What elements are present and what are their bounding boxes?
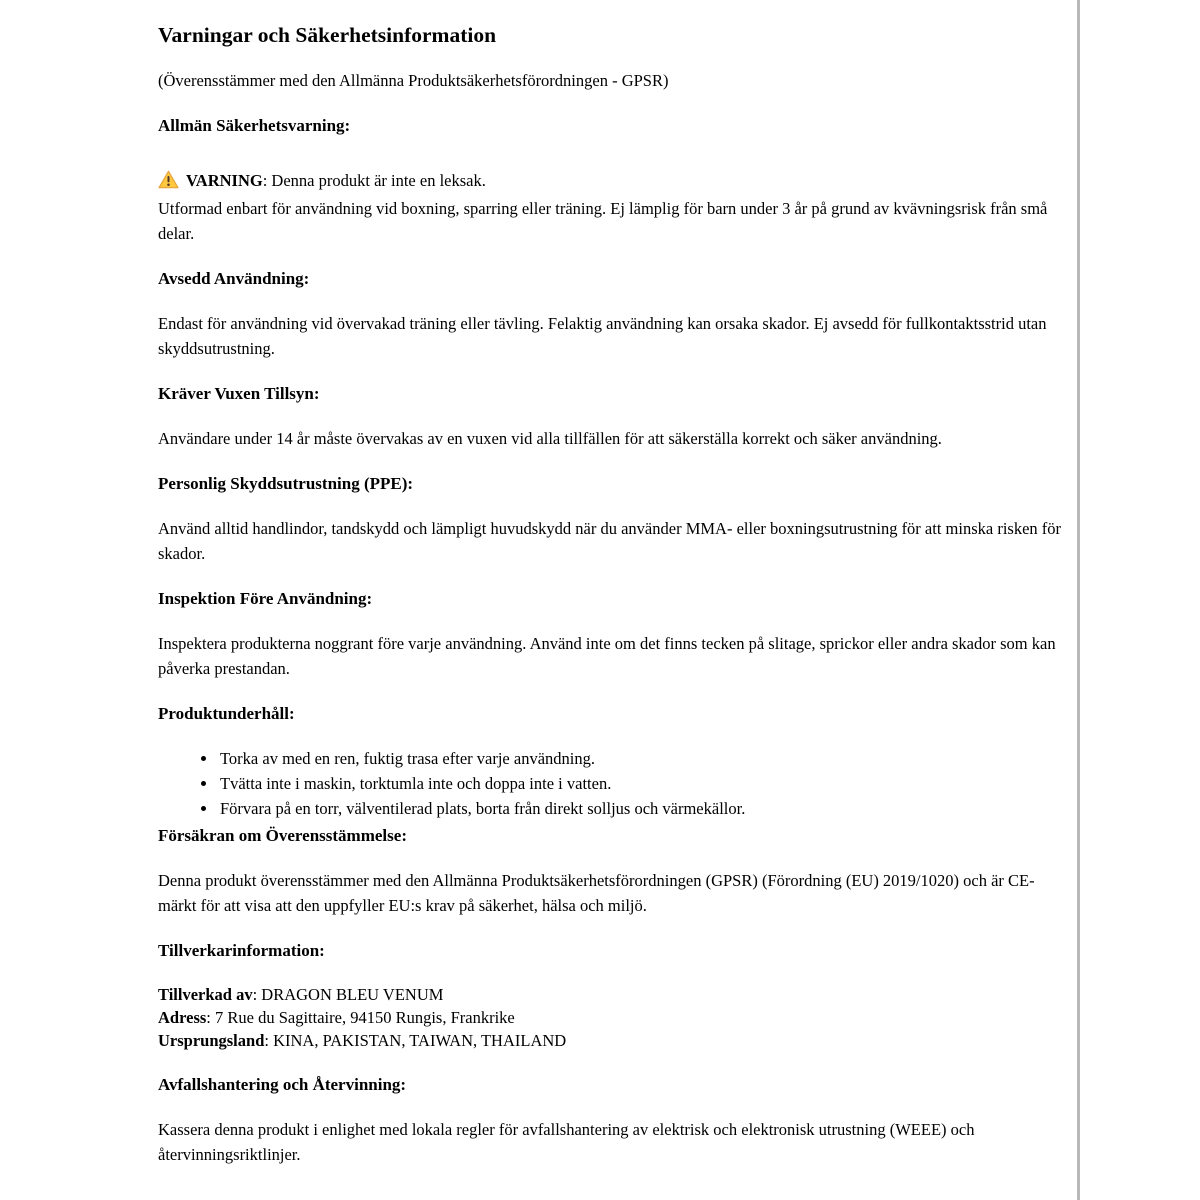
heading-manufacturer-info: Tillverkarinformation: <box>158 941 325 960</box>
heading-intended-use: Avsedd Användning: <box>158 269 310 288</box>
page-right-divider <box>1077 0 1080 1200</box>
warning-triangle-icon <box>158 170 179 196</box>
heading-inspection: Inspektion Före Användning: <box>158 589 373 608</box>
address-label: Adress <box>158 1008 207 1027</box>
list-item: • Förvara på en torr, välventilerad plats, borta från direkt solljus och värmekällor. <box>218 796 1063 821</box>
heading-conformity: Försäkran om Överensstämmelse: <box>158 826 407 845</box>
manufacturer-info-block <box>158 983 1063 1052</box>
warning-label: VARNING <box>186 171 263 190</box>
origin-value: : KINA, PAKISTAN, TAIWAN, THAILAND <box>264 1031 567 1050</box>
address-value: : 7 Rue du Sagittaire, 94150 Rungis, Frankrike <box>206 1008 515 1027</box>
heading-adult-supervision: Kräver Vuxen Tillsyn: <box>158 384 320 403</box>
document-subtitle: (Överensstämmer med den Allmänna Produktsäkerhetsförordningen - GPSR) <box>158 71 669 90</box>
maintenance-bullet-list <box>158 746 1063 821</box>
heading-disposal: Avfallshantering och Återvinning: <box>158 1075 407 1094</box>
general-warning-paragraph <box>158 168 1063 246</box>
origin-label: Ursprungsland <box>158 1031 265 1050</box>
list-item: • Torka av med en ren, fuktig trasa efter varje användning. <box>218 746 1063 771</box>
general-warning-body: Utformad enbart för användning vid boxning, sparring eller träning. Ej lämplig för barn under 3 år på grund av kvävningsrisk från små delar. <box>158 199 1048 243</box>
list-item: • Tvätta inte i maskin, torktumla inte och doppa inte i vatten. <box>218 771 1063 796</box>
conformity-paragraph: Denna produkt överensstämmer med den Allmänna Produktsäkerhetsförordningen (GPSR) (Förordning (EU) 2019/1020) och är CE-märkt för att visa att den uppfyller EU:s krav på säkerhet, hälsa och miljö. <box>158 871 1035 915</box>
made-by-label: Tillverkad av <box>158 985 253 1004</box>
adult-supervision-paragraph: Användare under 14 år måste övervakas av en vuxen vid alla tillfällen för att säkerställa korrekt och säker användning. <box>158 429 942 448</box>
inspection-paragraph: Inspektera produkterna noggrant före varje användning. Använd inte om det finns tecken på slitage, sprickor eller andra skador som kan påverka prestandan. <box>158 634 1056 678</box>
made-by-value: : DRAGON BLEU VENUM <box>252 985 444 1004</box>
intended-use-paragraph: Endast för användning vid övervakad träning eller tävling. Felaktig användning kan orsaka skador. Ej avsedd för fullkontaktsstrid utan skyddsutrustning. <box>158 314 1047 358</box>
page-title: Varningar och Säkerhetsinformation <box>158 23 497 47</box>
warning-sentence: : Denna produkt är inte en leksak. <box>262 171 486 190</box>
ppe-paragraph: Använd alltid handlindor, tandskydd och lämpligt huvudskydd när du använder MMA- eller boxningsutrustning för att minska risken för skador. <box>158 519 1062 563</box>
heading-general-safety-warning: Allmän Säkerhetsvarning: <box>158 116 351 135</box>
safety-document <box>158 0 1063 1167</box>
disposal-paragraph: Kassera denna produkt i enlighet med lokala regler för avfallshantering av elektrisk och elektronisk utrustning (WEEE) och återvinningsriktlinjer. <box>158 1120 975 1164</box>
heading-ppe: Personlig Skyddsutrustning (PPE): <box>158 474 414 493</box>
heading-maintenance: Produktunderhåll: <box>158 704 295 723</box>
